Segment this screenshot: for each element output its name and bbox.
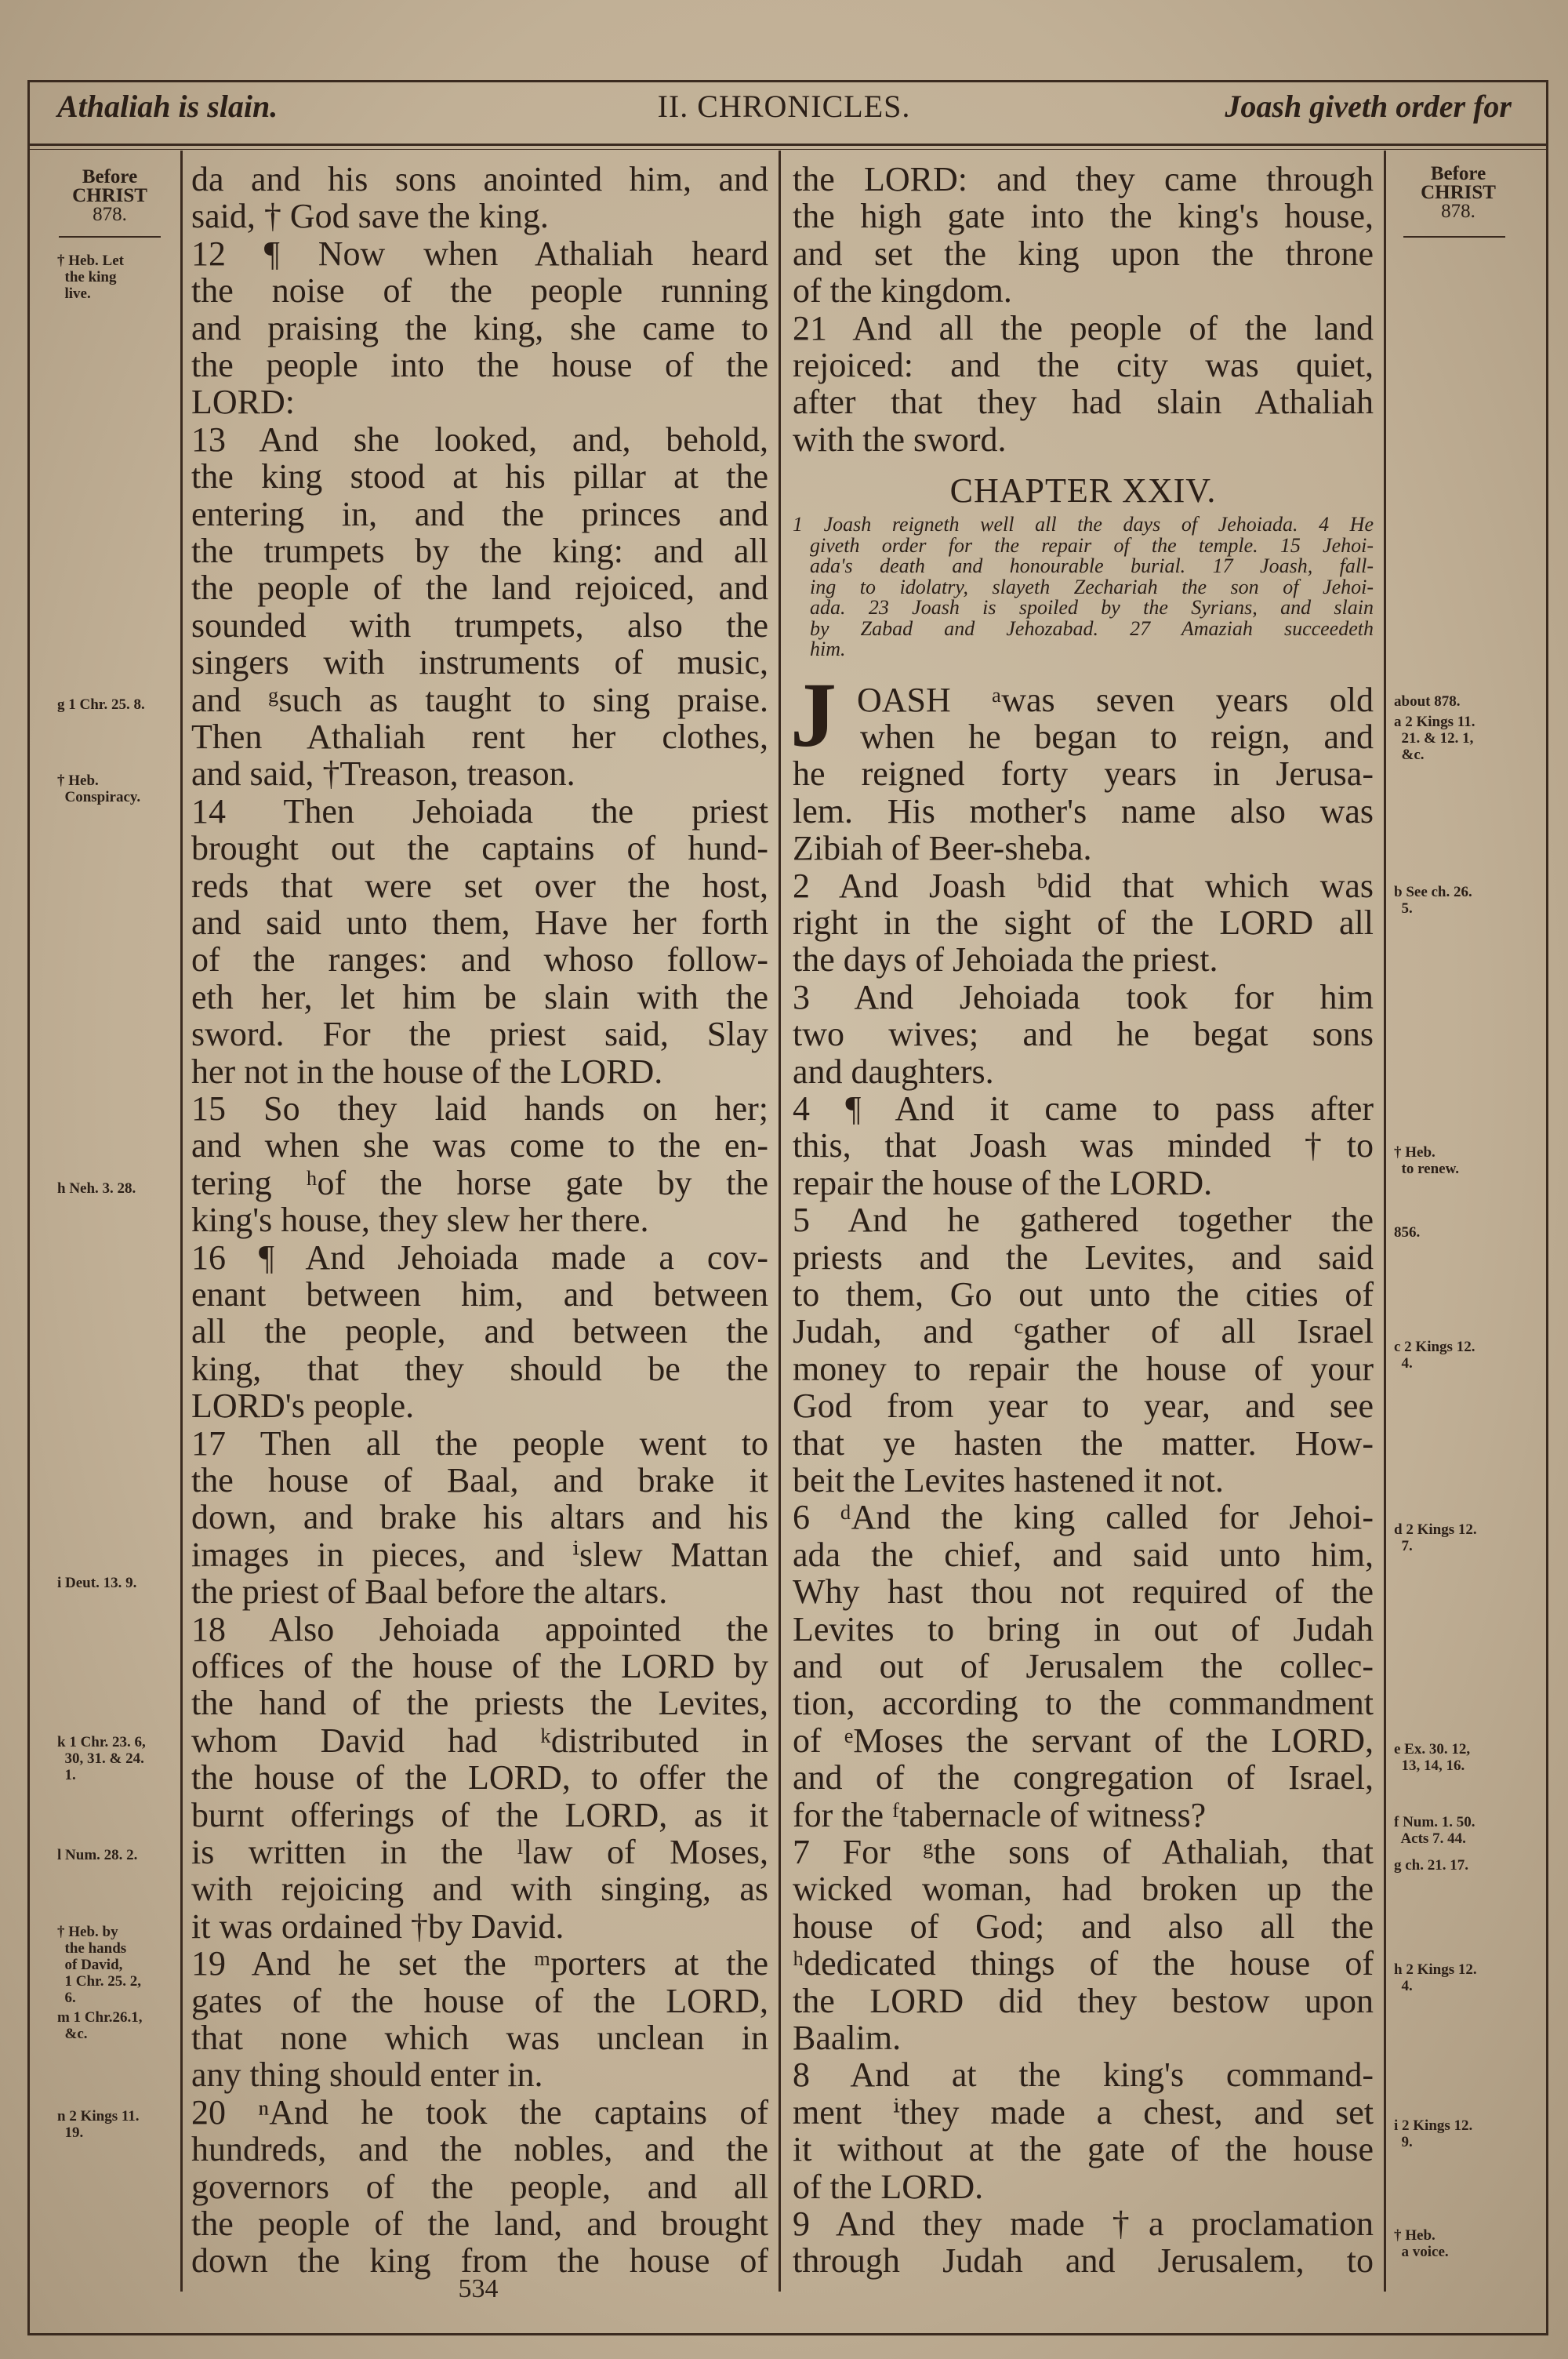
cross-reference-note: i Deut. 13. 9.: [57, 1575, 137, 1591]
summary-line: ada's death and honourable burial. 17 Joash, fall-: [810, 554, 1374, 577]
drop-cap: J: [790, 663, 837, 766]
text-line: Judah, and ᶜgather of all Israel: [793, 1312, 1374, 1351]
text-line: money to repair the house of your: [793, 1349, 1374, 1388]
cross-reference-note: b See ch. 26. 5.: [1394, 884, 1472, 917]
column-rule-center: [779, 151, 781, 2292]
date-christ: CHRIST: [72, 185, 147, 206]
cross-reference-note: † Heb. a voice.: [1394, 2227, 1449, 2260]
text-line: brought out the captains of hund-: [191, 829, 768, 868]
text-line: 18 Also Jehoiada appointed the: [191, 1609, 768, 1648]
text-line: rejoiced: and the city was quiet,: [793, 346, 1374, 384]
text-line: whom David had ᵏdistributed in: [191, 1721, 768, 1760]
text-line: the LORD did they bestow upon: [793, 1981, 1374, 2020]
text-line: this, that Joash was minded †to: [793, 1126, 1374, 1165]
text-line: 7 For ᵍthe sons of Athaliah, that: [793, 1833, 1374, 1871]
text-line: through Judah and Jerusalem, to: [793, 2241, 1374, 2281]
cross-reference-note: g ch. 21. 17.: [1394, 1857, 1468, 1874]
cross-reference-note: k 1 Chr. 23. 6, 30, 31. & 24. 1.: [57, 1734, 146, 1783]
text-line: it without at the gate of the house: [793, 2130, 1374, 2169]
text-line: and out of Jerusalem the collec-: [793, 1647, 1374, 1685]
text-line: the hand of the priests the Levites,: [191, 1684, 768, 1723]
text-line: images in pieces, and ⁱslew Mattan: [191, 1535, 768, 1574]
summary-line: ing to idolatry, slayeth Zechariah the son of Jehoi-: [810, 575, 1374, 598]
text-line: reds that were set over the host,: [191, 866, 768, 905]
summary-line: 1 Joash reigneth well all the days of Jehoiada. 4 He: [793, 513, 1374, 536]
text-line: 6 ᵈAnd the king called for Jehoi-: [793, 1498, 1374, 1537]
text-line: tion, according to the commandment: [793, 1684, 1374, 1723]
text-line: 2 And Joash ᵇdid that which was: [793, 866, 1374, 905]
text-line: the house of Baal, and brake it: [191, 1461, 768, 1499]
summary-line: giveth order for the repair of the temple. 15 Jehoi-: [810, 533, 1374, 557]
cross-reference-note: a 2 Kings 11. 21. & 12. 1, &c.: [1394, 714, 1475, 763]
text-line: the people into the house of the: [191, 346, 768, 384]
text-line: of the kingdom.: [793, 271, 1012, 311]
cross-reference-note: m 1 Chr.26.1, &c.: [57, 2009, 143, 2042]
text-line: the trumpets by the king: and all: [191, 532, 768, 570]
cross-reference-note: 856.: [1394, 1224, 1421, 1241]
date-rule-right: [1403, 236, 1505, 238]
text-line: that none which was unclean in: [191, 2019, 768, 2057]
cross-reference-note: f Num. 1. 50. Acts 7. 44.: [1394, 1814, 1475, 1847]
text-line: the days of Jehoiada the priest.: [793, 940, 1218, 980]
date-year: 878.: [1441, 201, 1475, 222]
text-line: house of God; and also all the: [793, 1906, 1374, 1946]
text-line: ʰdedicated things of the house of: [793, 1944, 1374, 1983]
text-line: down, and brake his altars and his: [191, 1498, 768, 1537]
cross-reference-note: e Ex. 30. 12, 13, 14, 16.: [1394, 1741, 1471, 1774]
running-head-left: Athaliah is slain.: [57, 89, 278, 124]
text-line: wicked woman, had broken up the: [793, 1870, 1374, 1909]
text-line: the noise of the people running: [191, 271, 768, 311]
date-rule-left: [59, 236, 161, 238]
book-title: II. CHRONICLES.: [657, 89, 911, 124]
text-line: 8 And at the king's command-: [793, 2055, 1374, 2095]
text-line: that ye hasten the matter. How-: [793, 1423, 1374, 1463]
text-line: to them, Go out unto the cities of: [793, 1275, 1374, 1314]
text-line: beit the Levites hastened it not.: [793, 1461, 1224, 1499]
text-line: singers with instruments of music,: [191, 643, 768, 682]
text-line: the priest of Baal before the altars.: [191, 1572, 668, 1612]
text-line: the house of the LORD, to offer the: [191, 1758, 768, 1797]
text-line: he reigned forty years in Jerusa-: [793, 754, 1374, 794]
text-line: governors of the people, and all: [191, 2167, 768, 2206]
text-line: and daughters.: [793, 1052, 994, 1091]
text-line: gates of the house of the LORD,: [191, 1981, 768, 2020]
text-line: and when she was come to the en-: [191, 1126, 768, 1165]
text-line: ment ⁱthey made a chest, and set: [793, 2092, 1374, 2132]
cross-reference-note: i 2 Kings 12. 9.: [1394, 2117, 1473, 2150]
text-line: of the ranges: and whoso follow-: [191, 940, 768, 980]
text-line: and set the king upon the throne: [793, 234, 1374, 273]
header-rule-thin: [27, 149, 1548, 150]
text-line: of ᵉMoses the servant of the LORD,: [793, 1721, 1374, 1760]
text-line: the people of the land rejoiced, and: [191, 569, 768, 608]
text-line: Why hast thou not required of the: [793, 1572, 1374, 1612]
text-line: eth her, let him be slain with the: [191, 977, 768, 1016]
text-line: when he began to reign, and: [860, 718, 1374, 756]
text-line: 5 And he gathered together the: [793, 1201, 1374, 1240]
summary-line: ada. 23 Joash is spoiled by the Syrians, and slain: [810, 596, 1374, 619]
header-rule: [27, 144, 1548, 146]
text-line: the king stood at his pillar at the: [191, 457, 768, 496]
date-before: Before: [1430, 163, 1486, 184]
text-line: LORD:: [191, 383, 295, 422]
text-line: her not in the house of the LORD.: [191, 1052, 663, 1091]
text-line: the people of the land, and brought: [191, 2205, 768, 2243]
text-line: 3 And Jehoiada took for him: [793, 977, 1374, 1016]
cross-reference-note: h 2 Kings 12. 4.: [1394, 1961, 1477, 1994]
summary-line: him.: [810, 638, 846, 660]
text-line: Levites to bring in out of Judah: [793, 1609, 1374, 1648]
chapter-heading: CHAPTER XXIV.: [949, 471, 1217, 510]
text-line: offices of the house of the LORD by: [191, 1647, 768, 1685]
text-line: 19 And he set the ᵐporters at the: [191, 1944, 768, 1983]
cross-reference-note: g 1 Chr. 25. 8.: [57, 696, 145, 713]
text-line: repair the house of the LORD.: [793, 1163, 1213, 1202]
date-year: 878.: [93, 204, 127, 225]
text-line: and praising the king, she came to: [191, 308, 768, 347]
date-head-left: [51, 168, 169, 224]
text-line: OASH ᵃwas seven years old: [857, 680, 1374, 719]
text-line: sword. For the priest said, Slay: [191, 1015, 768, 1054]
text-line: and said unto them, Have her forth: [191, 903, 768, 942]
text-line: 17 Then all the people went to: [191, 1423, 768, 1463]
text-line: 4 ¶ And it came to pass after: [793, 1089, 1374, 1128]
text-line: 21 And all the people of the land: [793, 308, 1374, 347]
text-line: sounded with trumpets, also the: [191, 605, 768, 645]
text-line: with the sword.: [793, 420, 1007, 459]
text-line: and ᵍsuch as taught to sing praise.: [191, 680, 768, 719]
text-line: burnt offerings of the LORD, as it: [191, 1795, 768, 1834]
text-line: 15 So they laid hands on her;: [191, 1089, 768, 1128]
text-line: right in the sight of the LORD all: [793, 903, 1374, 942]
text-line: down the king from the house of: [191, 2241, 768, 2281]
text-line: and of the congregation of Israel,: [793, 1758, 1374, 1797]
text-line: it was ordained †by David.: [191, 1906, 564, 1946]
column-rule-left: [180, 151, 183, 2292]
text-line: of the LORD.: [793, 2167, 984, 2206]
text-line: all the people, and between the: [191, 1312, 768, 1351]
text-line: entering in, and the princes and: [191, 494, 768, 533]
text-line: the LORD: and they came through: [793, 160, 1374, 198]
cross-reference-note: c 2 Kings 12. 4.: [1394, 1339, 1475, 1372]
cross-reference-note: † Heb. to renew.: [1394, 1144, 1460, 1177]
running-head-right: Joash giveth order for: [1225, 89, 1512, 124]
text-line: said, † God save the king.: [191, 197, 549, 236]
text-line: 14 Then Jehoiada the priest: [191, 791, 768, 831]
date-christ: CHRIST: [1421, 182, 1496, 203]
text-line: Baalim.: [793, 2019, 902, 2057]
text-line: tering ʰof the horse gate by the: [191, 1163, 768, 1202]
text-line: priests and the Levites, and said: [793, 1238, 1374, 1277]
text-line: hundreds, and the nobles, and the: [191, 2130, 768, 2169]
date-before: Before: [82, 166, 138, 187]
text-line: the high gate into the king's house,: [793, 197, 1374, 236]
text-line: Then Athaliah rent her clothes,: [191, 718, 768, 756]
text-line: lem. His mother's name also was: [793, 791, 1374, 831]
text-line: ada the chief, and said unto him,: [793, 1535, 1374, 1574]
cross-reference-note: † Heb. Conspiracy.: [57, 772, 141, 805]
text-line: and said, †Treason, treason.: [191, 754, 575, 794]
cross-reference-note: h Neh. 3. 28.: [57, 1180, 136, 1197]
text-line: enant between him, and between: [191, 1275, 768, 1314]
text-line: any thing should enter in.: [191, 2055, 543, 2095]
text-line: after that they had slain Athaliah: [793, 383, 1374, 422]
text-line: 20 ⁿAnd he took the captains of: [191, 2092, 768, 2132]
text-line: is written in the ˡlaw of Moses,: [191, 1833, 768, 1871]
column-rule-right: [1384, 151, 1386, 2292]
text-line: with rejoicing and with singing, as: [191, 1870, 768, 1909]
text-line: 16 ¶ And Jehoiada made a cov-: [191, 1238, 768, 1277]
text-line: king, that they should be the: [191, 1349, 768, 1388]
text-line: king's house, they slew her there.: [191, 1201, 649, 1240]
text-line: God from year to year, and see: [793, 1387, 1374, 1426]
text-line: 12 ¶ Now when Athaliah heard: [191, 234, 768, 273]
cross-reference-note: about 878.: [1394, 693, 1461, 710]
page-number: 534: [458, 2274, 499, 2303]
text-line: LORD's people.: [191, 1387, 415, 1426]
cross-reference-note: l Num. 28. 2.: [57, 1847, 138, 1863]
cross-reference-note: d 2 Kings 12. 7.: [1394, 1521, 1477, 1554]
date-head-right: [1399, 165, 1517, 221]
cross-reference-note: † Heb. by the hands of David, 1 Chr. 25. 2, 6.: [57, 1924, 141, 2006]
text-line: Zibiah of Beer-sheba.: [793, 829, 1092, 868]
text-line: da and his sons anointed him, and: [191, 160, 768, 198]
text-line: 9 And they made †a proclamation: [793, 2205, 1374, 2243]
cross-reference-note: † Heb. Let the king live.: [57, 253, 124, 302]
text-line: 13 And she looked, and, behold,: [191, 420, 768, 459]
cross-reference-note: n 2 Kings 11. 19.: [57, 2108, 140, 2141]
summary-line: by Zabad and Jehozabad. 27 Amaziah succeedeth: [810, 616, 1374, 640]
text-line: two wives; and he begat sons: [793, 1015, 1374, 1054]
text-line: for the ᶠtabernacle of witness?: [793, 1795, 1207, 1834]
